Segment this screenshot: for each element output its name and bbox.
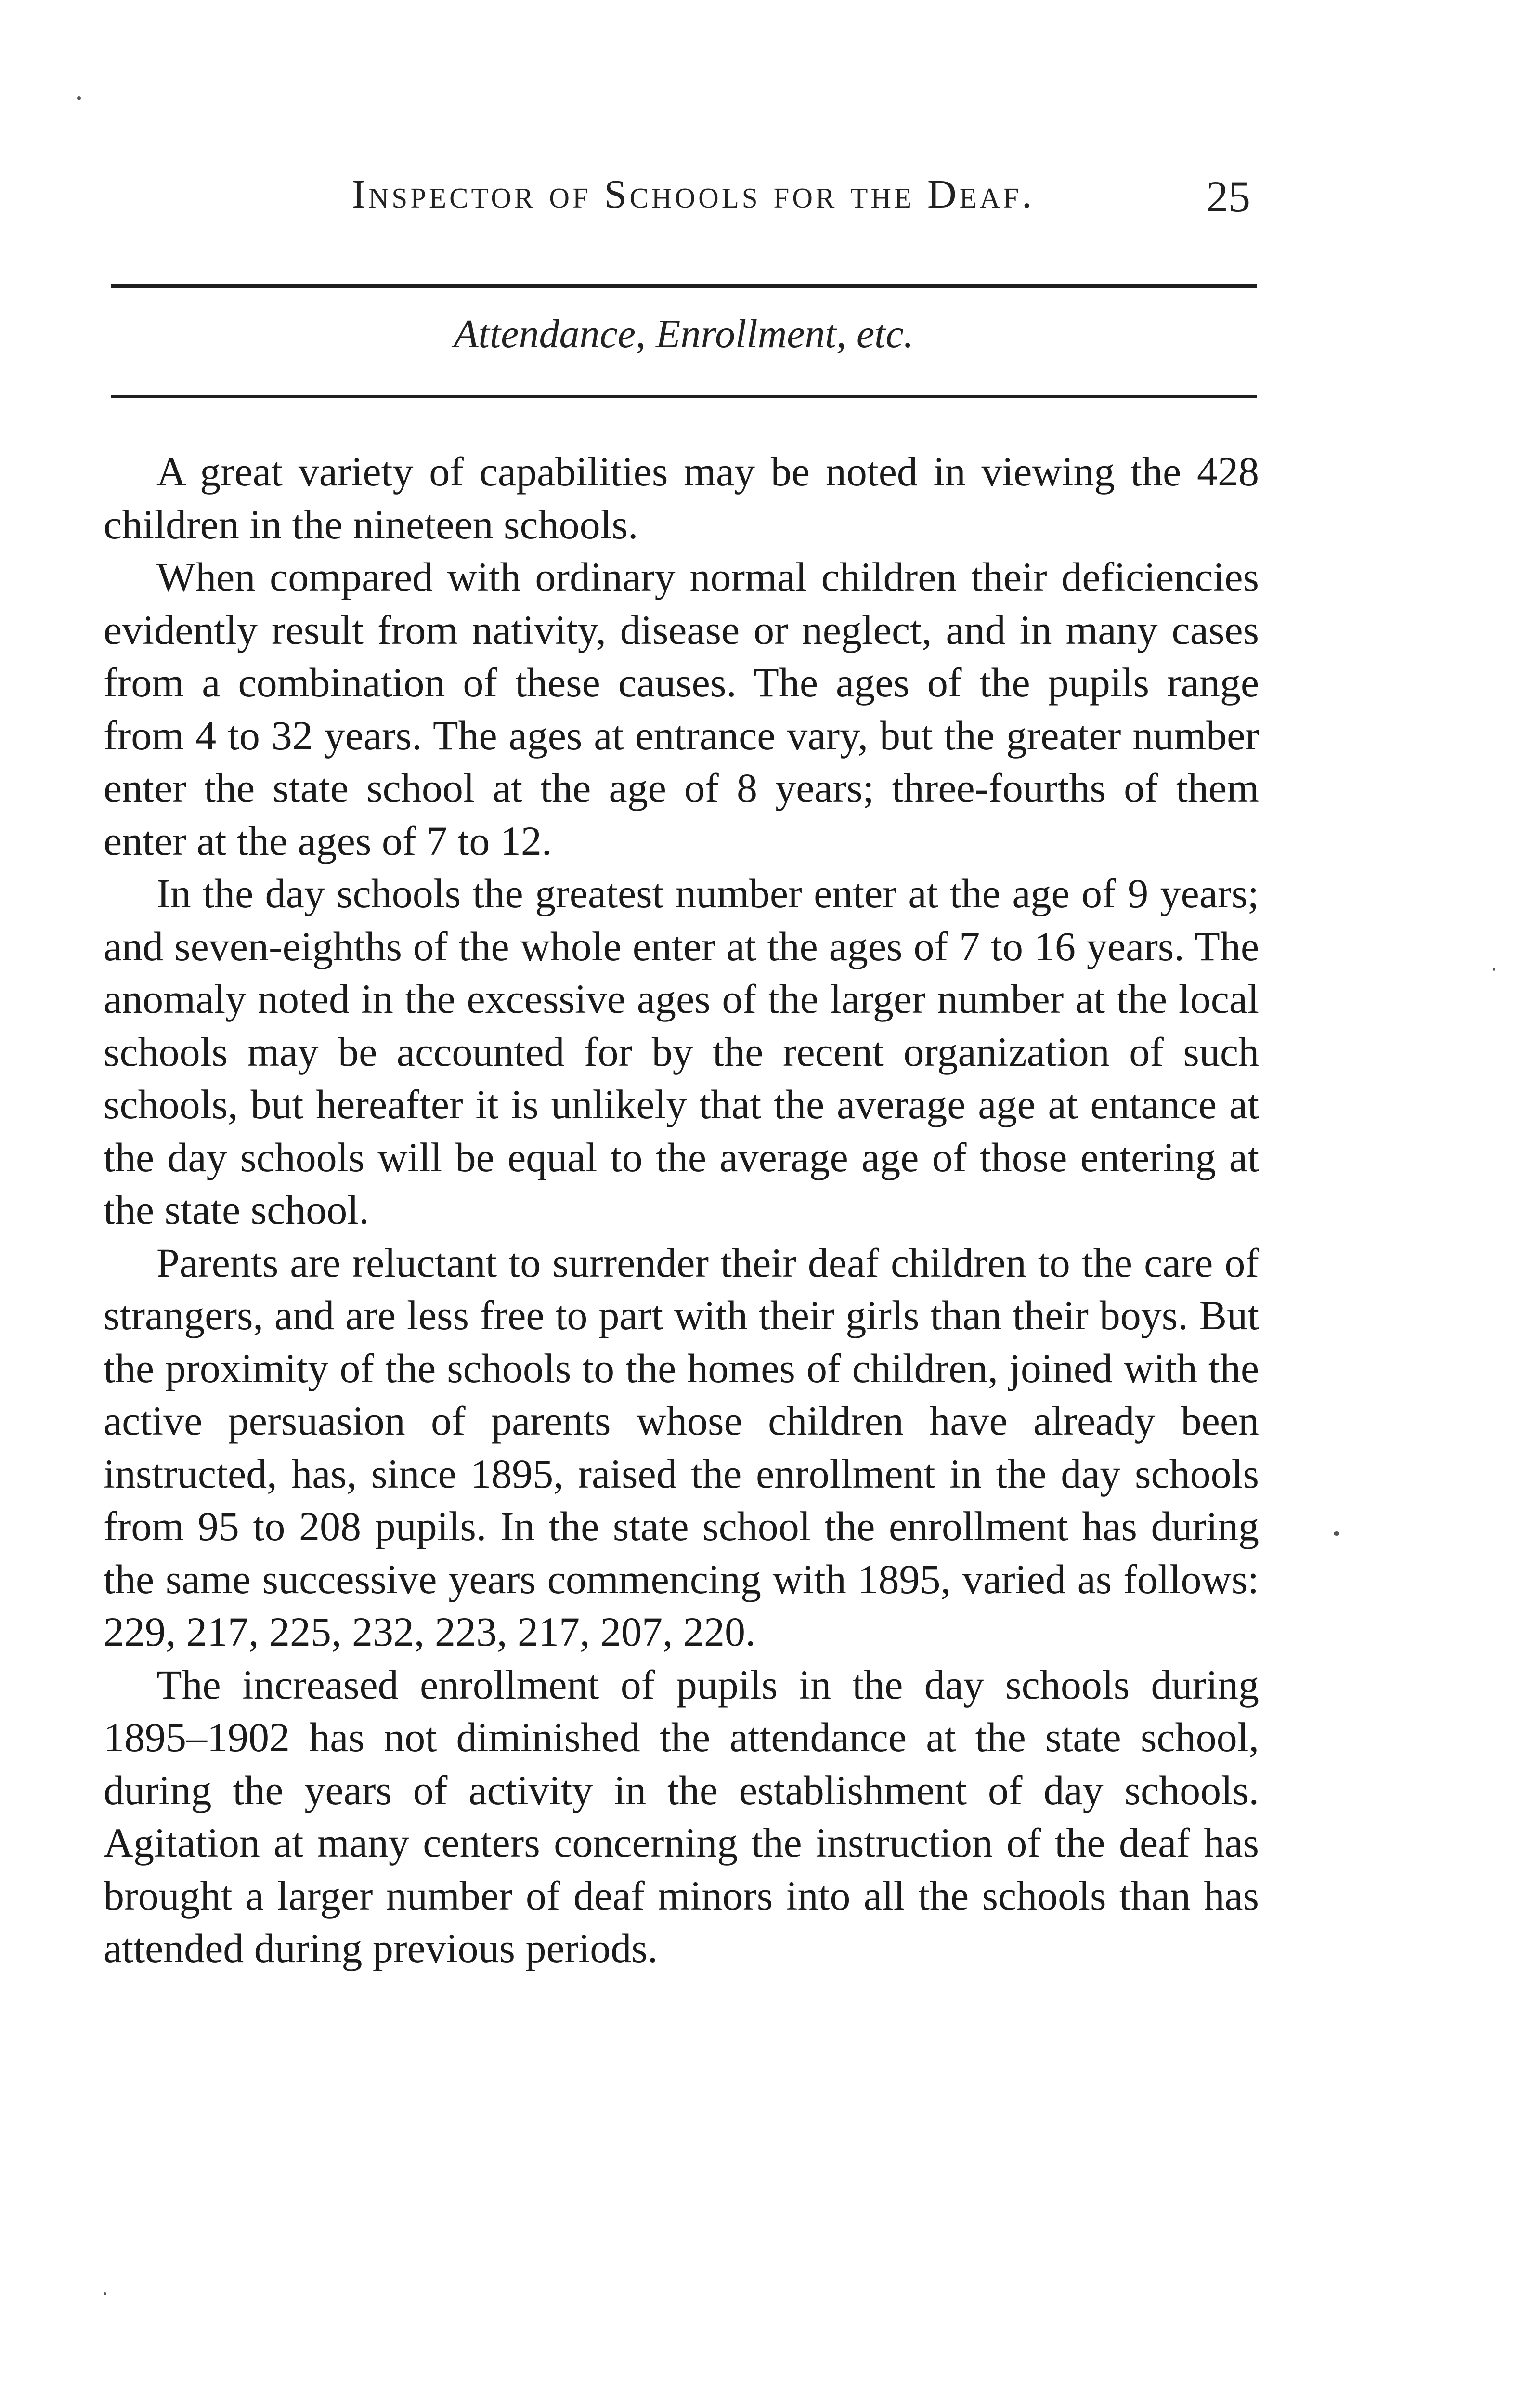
page-number: 25 <box>1206 172 1250 221</box>
paragraph: A great variety of capabilities may be noted in viewing the 428 children in the nineteen schools. <box>104 448 1259 548</box>
paragraph: The increased enrollment of pupils in the day schools during 1895–1902 has not diminished the attendance at the state school, during the years of activity in the establishment of day schools. Agitation at many centers concerning the instruction of the deaf has brought a larger number of deaf minors into all the schools than has attended during previous periods. <box>104 1661 1259 1971</box>
section-title: Attendance, Enrollment, etc. <box>454 312 914 356</box>
body-text <box>104 445 1259 1975</box>
scan-speck <box>77 96 81 100</box>
bottom-rule <box>111 395 1257 398</box>
running-head: Inspector of Schools for the Deaf. <box>351 172 1035 217</box>
paragraph: When compared with ordinary normal children their deficiencies evidently result from nativity, disease or neglect, and in many cases from a combination of these causes. The ages of the pupils range from 4 to 32 years. The ages at entrance vary, but the greater number enter the state school at the age of 8 years; three-fourths of them enter at the ages of 7 to 12. <box>104 554 1259 864</box>
scan-speck <box>1493 968 1495 971</box>
scan-speck <box>1334 1531 1339 1536</box>
scan-speck <box>104 2292 106 2295</box>
top-rule <box>111 284 1257 288</box>
paragraph: In the day schools the greatest number enter at the age of 9 years; and seven-eighths of the whole enter at the ages of 7 to 16 years. The anomaly noted in the excessive ages of the larger number at the local schools may be accounted for by the recent organization of such schools, but hereafter it is unlikely that the average age at entance at the day schools will be equal to the average age of those entering at the state school. <box>104 870 1259 1233</box>
paragraph: Parents are reluctant to surrender their deaf children to the care of strangers, and are less free to part with their girls than their boys. But the proximity of the schools to the homes of children, joined with the active persuasion of parents whose children have already been instructed, has, since 1895, raised the enrollment in the day schools from 95 to 208 pupils. In the state school the enrollment has during the same successive years commencing with 1895, varied as follows: 229, 217, 225, 232, 223, 217, 207, 220. <box>104 1239 1259 1655</box>
